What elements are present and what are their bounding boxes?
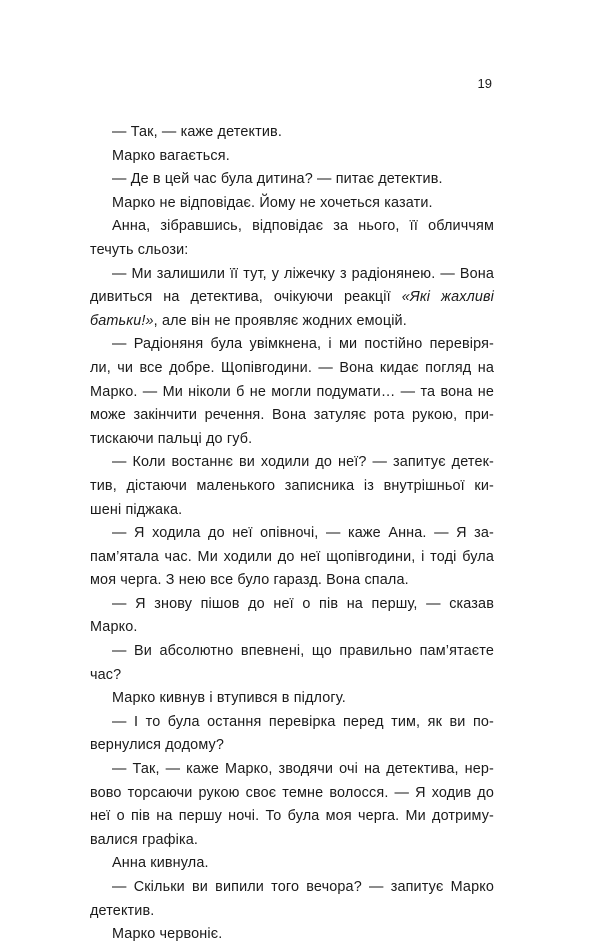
text-line: — Радіоняня була увімкнена, і ми постійно перевіря- xyxy=(112,336,494,353)
text-line: час? xyxy=(90,666,122,683)
paragraph xyxy=(90,121,494,145)
text-line: — Ми залишили її тут, у ліжечку з радіонянею. — Вона xyxy=(112,265,494,282)
paragraph xyxy=(90,923,494,947)
paragraph xyxy=(90,263,494,334)
text-line: Марко. — Ми ніколи б не могли подумати… — та вона не xyxy=(90,383,494,400)
text-line: — Ви абсолютно впевнені, що правильно пам’ятаєте xyxy=(112,643,494,660)
page-number: 19 xyxy=(477,76,492,91)
text-line: — Так, — каже детектив. xyxy=(112,124,282,140)
text-line: — І то була остання перевірка перед тим, як ви по- xyxy=(112,713,494,730)
text-line: Марко вагається. xyxy=(112,147,230,164)
paragraph xyxy=(90,451,494,522)
paragraph xyxy=(90,876,494,923)
text-line: може закінчити речення. Вона затуляє рота рукою, при- xyxy=(90,407,494,424)
text-line: пам’ятала час. Ми ходили до неї щопівгодини, і тоді була xyxy=(90,548,494,565)
paragraph xyxy=(90,852,494,876)
text-line: валися графіка. xyxy=(90,831,199,848)
paragraph xyxy=(90,145,494,169)
text-line: — Я знову пішов до неї о пів на першу, — сказав xyxy=(112,595,494,612)
text-line: вово торсаючи рукою своє темне волосся. — Я ходив до xyxy=(90,784,494,801)
paragraph xyxy=(90,192,494,216)
text-line xyxy=(90,286,494,310)
text-line: моя черга. З нею все було гаразд. Вона спала. xyxy=(90,572,409,589)
text-line: — Де в цей час була дитина? — питає детектив. xyxy=(112,171,443,188)
italic-quote: «Які жахливі xyxy=(401,289,494,306)
text-line: — Так, — каже Марко, зводячи очі на детектива, нер- xyxy=(112,761,494,778)
paragraph xyxy=(90,593,494,640)
paragraph xyxy=(90,687,494,711)
text-line: ли, чи все добре. Щопівгодини. — Вона кидає погляд на xyxy=(90,359,494,376)
paragraph xyxy=(90,215,494,262)
paragraph xyxy=(90,640,494,687)
text-line: Марко червоніє. xyxy=(112,926,223,943)
text-line: шені піджака. xyxy=(90,501,183,518)
text-line: тискаючи пальці до губ. xyxy=(90,430,253,447)
paragraph xyxy=(90,711,494,758)
paragraph xyxy=(90,333,494,451)
text-line: неї о пів на першу ночі. То була моя черга. Ми дотриму- xyxy=(90,808,494,825)
text-line: течуть сльози: xyxy=(90,241,189,258)
text-line xyxy=(90,310,494,334)
text-line: Марко не відповідає. Йому не хочеться казати. xyxy=(112,194,433,211)
text-line: детектив. xyxy=(90,902,155,919)
body-text xyxy=(90,121,494,947)
text-line: Анна, зібравшись, відповідає за нього, її обличчям xyxy=(112,218,494,235)
text-line: Анна кивнула. xyxy=(112,855,209,872)
paragraph xyxy=(90,522,494,593)
paragraph xyxy=(90,758,494,852)
text-line: тив, дістаючи маленького записника із внутрішньої ки- xyxy=(90,477,494,494)
paragraph xyxy=(90,168,494,192)
text-line: — Я ходила до неї опівночі, — каже Анна. — Я за- xyxy=(112,525,494,542)
text-line: Марко кивнув і втупився в підлогу. xyxy=(112,690,346,707)
text-line: — Скільки ви випили того вечора? — запитує Марко xyxy=(112,879,494,895)
text-line: Марко. xyxy=(90,619,138,636)
text-fragment: дивиться на детектива, очікуючи реакції xyxy=(90,289,391,306)
text-line: вернулися додому? xyxy=(90,737,225,754)
text-fragment: , але він не проявляє жодних емоцій. xyxy=(153,312,407,329)
italic-quote: батьки!» xyxy=(90,312,154,329)
text-line: — Коли востаннє ви ходили до неї? — запитує детек- xyxy=(112,454,494,471)
